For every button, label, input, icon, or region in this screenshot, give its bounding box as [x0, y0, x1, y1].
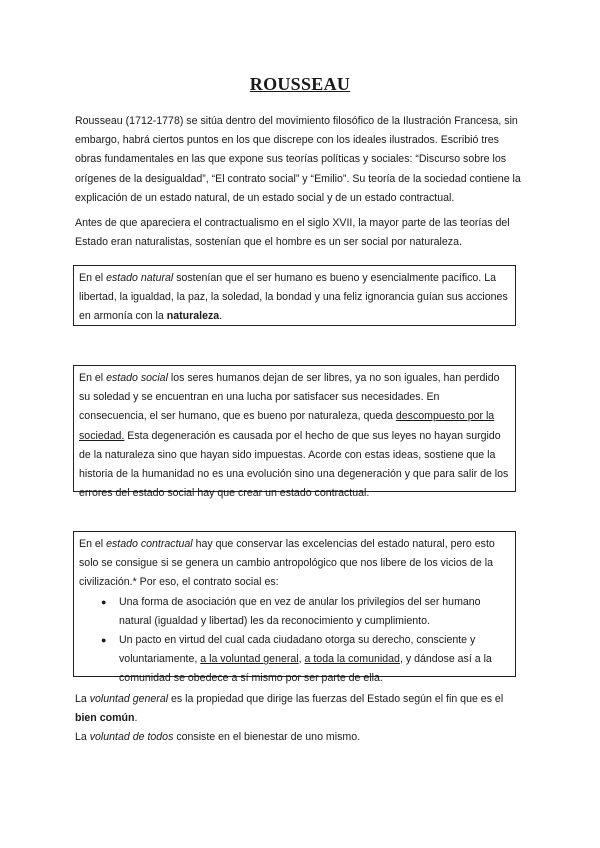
text-span: sostenían que el ser humano es bueno y esencialmente pacífico. La libertad, la igualdad, la paz, la soledad, la bondad y una feliz ignorancia guían sus acciones en armonía con la: [79, 272, 508, 323]
social-state-text: [79, 369, 509, 503]
natural-state-term: estado natural: [106, 272, 174, 284]
text-span: La: [75, 693, 90, 705]
list-item: [101, 593, 509, 631]
underlined-phrase: descompuesto por la sociedad.: [79, 410, 495, 442]
text-span: Esta degeneración es causada por el hecho de que sus leyes no hayan surgido de la naturaleza sino que hayan sido impuestas. Acorde con estas ideas, sostiene que la historia de la humanidad no es una evolución sino una degeneración y que para salir de los errores del estado social hay que crear un estado contractual.: [79, 429, 509, 500]
text-span: consiste en el bienestar de uno mismo.: [173, 731, 361, 744]
text-span: ,: [298, 653, 305, 666]
will-of-all-term: voluntad de todos: [89, 731, 174, 744]
general-will-line: [75, 690, 525, 728]
closing-paragraph: [75, 690, 525, 748]
text-span: Una forma de asociación que en vez de anular los privilegios del ser humano natural (igualdad y libertad) les da reconocimiento y cumplimiento.: [119, 595, 481, 627]
text-span: Un pacto en virtud del cual cada ciudadano otorga su derecho, consciente y voluntariamente,: [119, 634, 476, 666]
text-span: La: [75, 731, 90, 744]
general-will-term: voluntad general: [89, 693, 169, 705]
intro-paragraph: Rousseau (1712-1778) se sitúa dentro del movimiento filosófico de la Ilustración Francesa, sin embargo, habrá ciertos puntos en los que discrepe con los ideales ilustrados. Escribió tres obras fundamentales en las que expone sus teorías políticas y sociales: “Discurso sobre los orígenes de la desigualdad”, “El contrato social” y “Emilio”. Su teoría de la sociedad contiene la explicación de un estado natural, de un estado social y de un estado contractual.: [75, 115, 521, 204]
contractual-state-box: [73, 531, 516, 685]
text-span: es la propiedad que dirige las fuerzas del Estado según el fin que es el: [168, 693, 504, 705]
text-span: los seres humanos dejan de ser libres, ya no son iguales, han perdido su soledad y se encuentran en una lucha por satisfacer sus necesidades. En consecuencia, el ser humano, que es bueno por naturaleza, queda: [79, 372, 500, 423]
natural-state-box: [73, 265, 516, 326]
contract-list: [79, 593, 509, 689]
page-title: ROUSSEAU: [249, 74, 351, 94]
contractual-state-text: [79, 535, 509, 593]
contractual-state-term: estado contractual: [106, 538, 193, 550]
contractualism-paragraph: Antes de que apareciera el contractualismo en el siglo XVII, la mayor parte de las teorías del Estado eran naturalistas, sostenían que el hombre es un ser social por naturaleza.: [75, 217, 510, 249]
text-span: En el: [79, 538, 107, 550]
bullet-icon: ●: [101, 596, 107, 607]
will-of-all-line: [75, 728, 525, 747]
text-span: En el: [79, 272, 107, 284]
natural-state-text: [79, 269, 509, 327]
text-span: En el: [79, 372, 107, 384]
common-good-bold: bien común: [75, 712, 135, 725]
text-span: .: [134, 712, 138, 725]
text-span: , y dándose así a la comunidad se obedece a sí mismo por ser parte de ella.: [119, 653, 492, 685]
bullet-icon: ●: [101, 635, 107, 646]
underlined-phrase: a la voluntad general: [200, 653, 299, 666]
underlined-phrase: a toda la comunidad: [304, 653, 400, 666]
text-span: hay que conservar las excelencias del estado natural, pero esto solo se consigue si se genera un cambio antropológico que nos libere de los vicios de la civilización.* Por eso, el contrato social es:: [79, 538, 495, 589]
social-state-term: estado social: [106, 372, 168, 384]
text-span: .: [219, 310, 223, 323]
social-state-box: [73, 365, 516, 500]
naturaleza-bold: naturaleza: [166, 310, 220, 323]
list-item: [101, 631, 509, 689]
